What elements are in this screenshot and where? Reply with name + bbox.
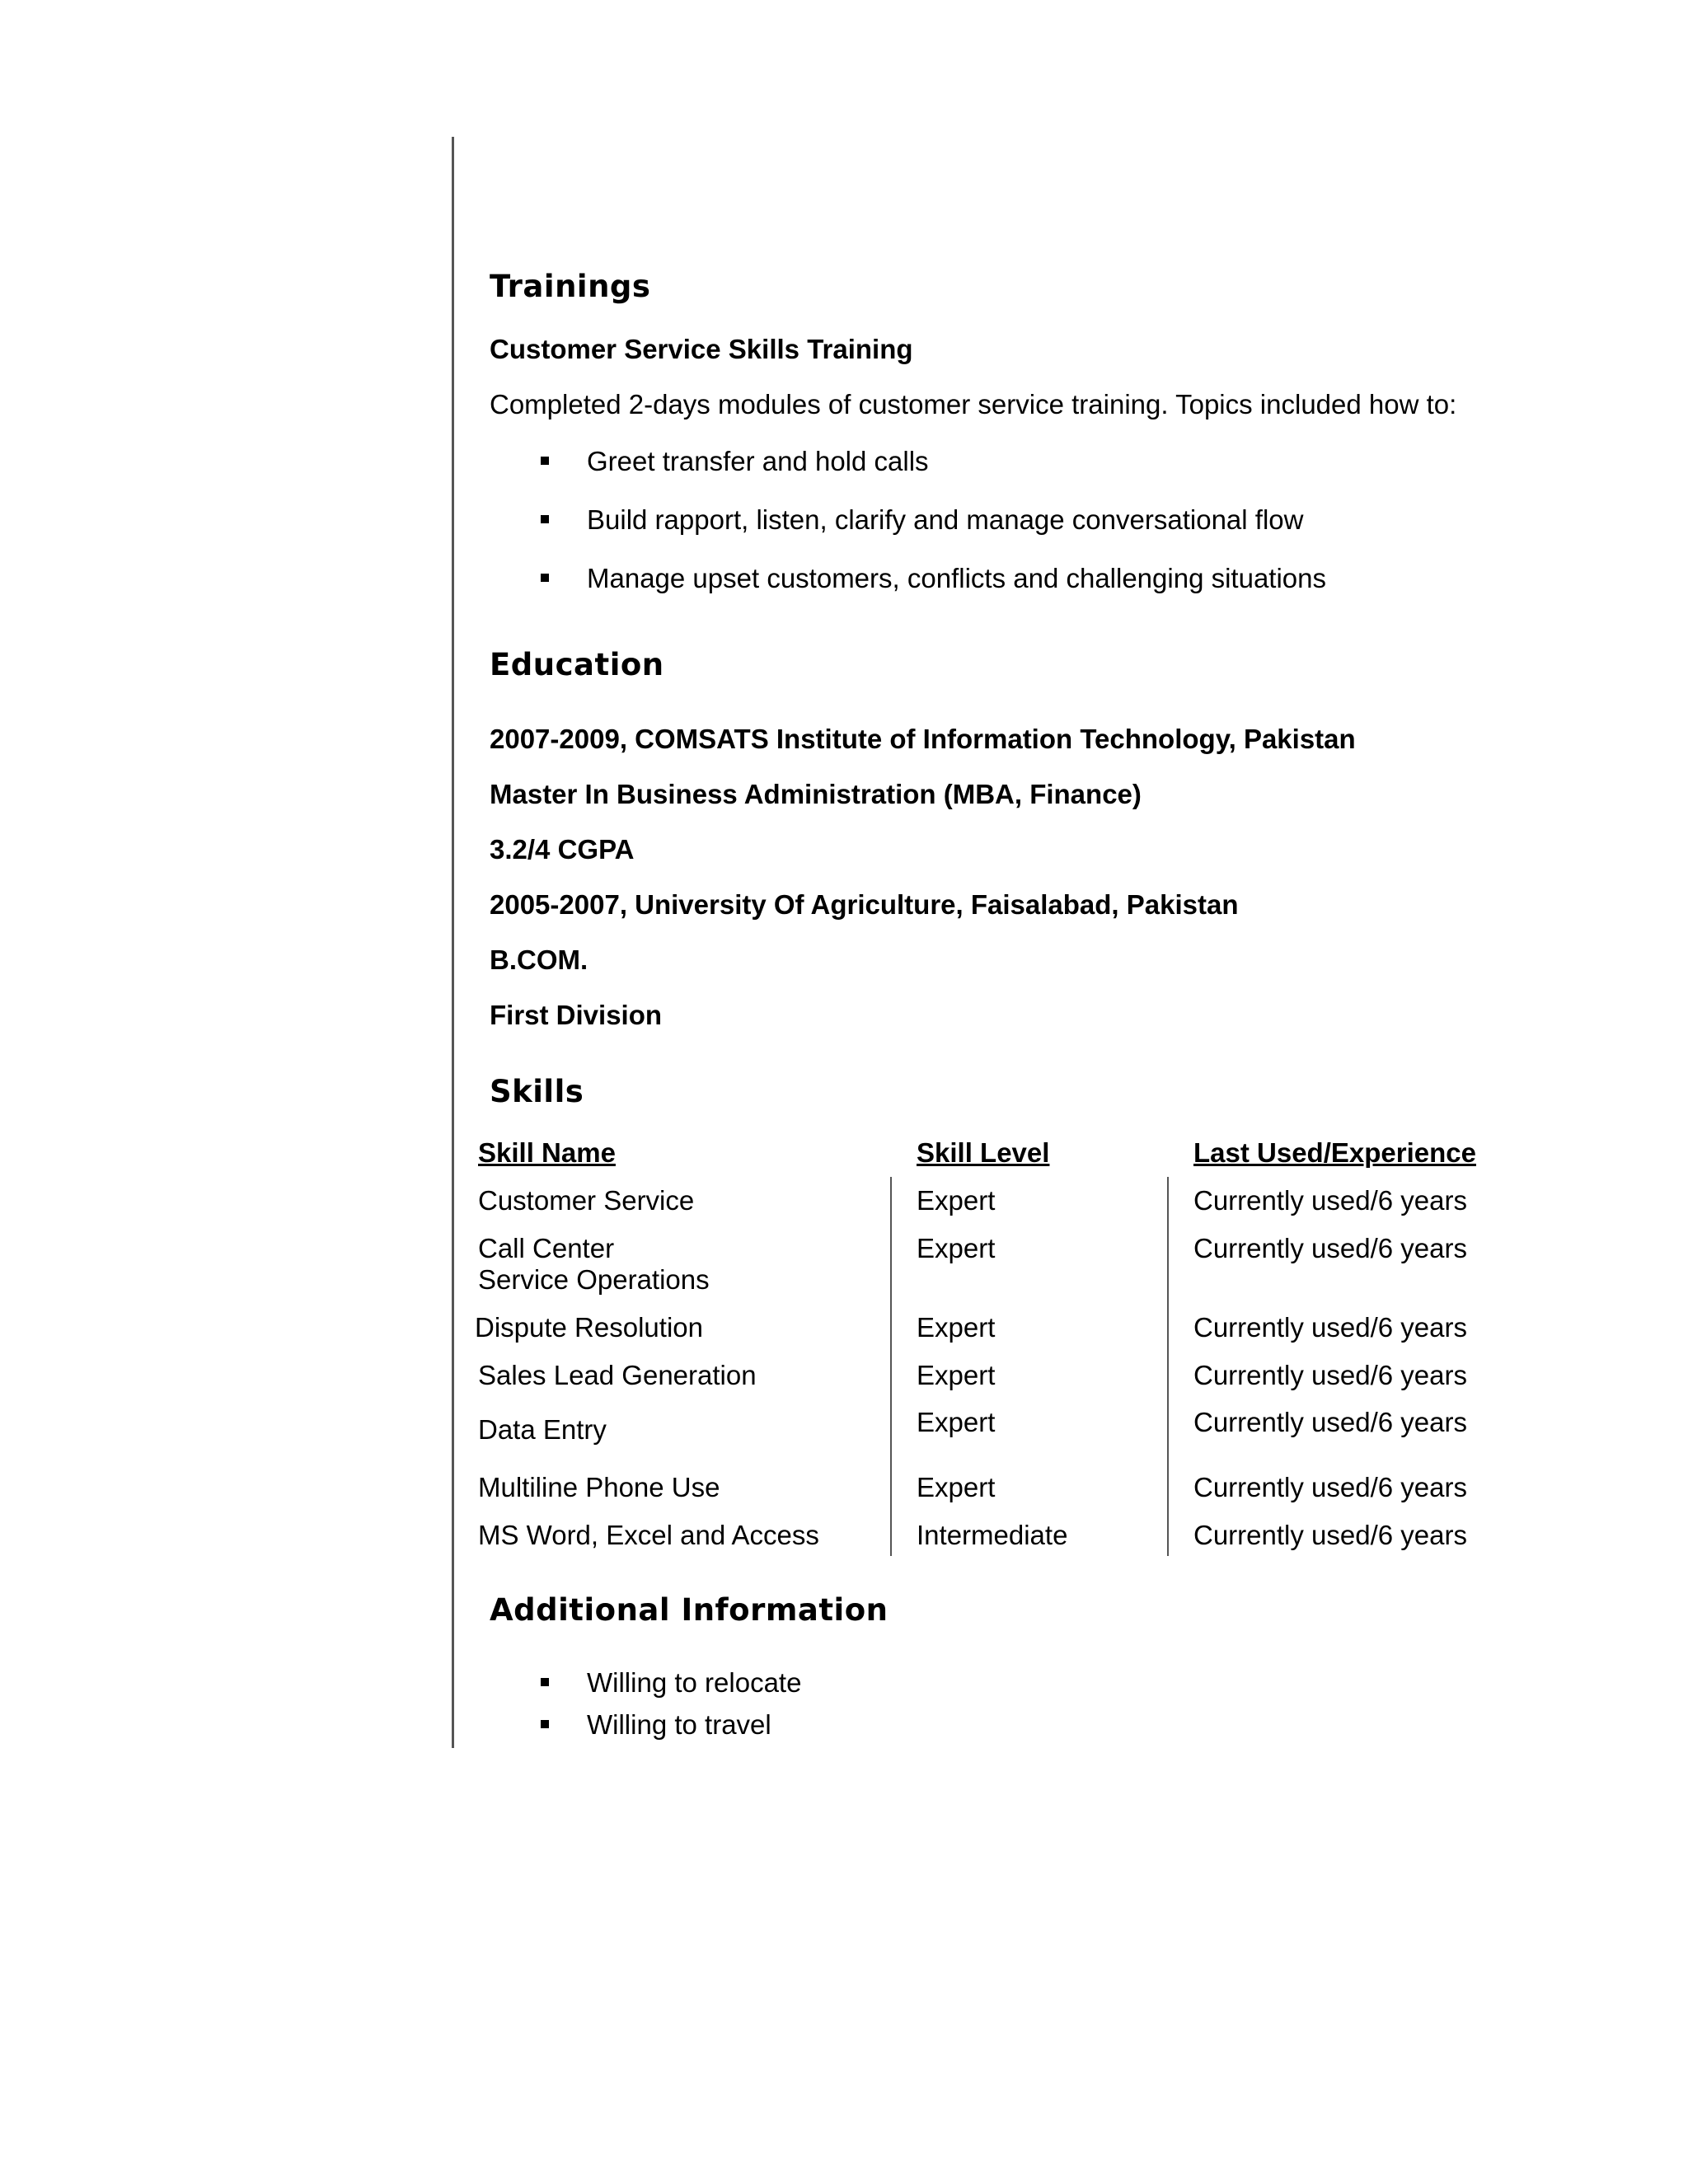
bullet-icon xyxy=(541,574,549,582)
skill-level: Expert xyxy=(917,1312,996,1343)
skills-column-header: Last Used/Experience xyxy=(1193,1137,1476,1168)
skill-level: Expert xyxy=(917,1472,996,1502)
skill-level: Expert xyxy=(917,1185,996,1216)
skill-level: Expert xyxy=(917,1233,996,1263)
training-intro: Completed 2-days modules of customer service training. Topics included how to: xyxy=(490,389,1457,419)
education-line: B.COM. xyxy=(490,944,588,975)
skill-name: Customer Service xyxy=(478,1185,695,1216)
skill-level: Expert xyxy=(917,1360,996,1390)
skills-column-header: Skill Level xyxy=(917,1137,1050,1168)
skills-column-divider xyxy=(1167,1177,1169,1556)
skill-experience: Currently used/6 years xyxy=(1193,1233,1467,1263)
education-line: First Division xyxy=(490,1000,663,1030)
education-line: 2007-2009, COMSATS Institute of Information Technology, Pakistan xyxy=(490,724,1356,754)
education-line: Master In Business Administration (MBA, Finance) xyxy=(490,779,1142,809)
education-heading: Education xyxy=(490,647,664,682)
skill-level: Intermediate xyxy=(917,1520,1068,1550)
skill-level: Expert xyxy=(917,1407,996,1437)
skill-name: MS Word, Excel and Access xyxy=(478,1520,819,1550)
training-item: Greet transfer and hold calls xyxy=(587,446,929,476)
trainings-heading: Trainings xyxy=(490,269,651,304)
left-vertical-rule xyxy=(452,137,454,1748)
skill-name: Multiline Phone Use xyxy=(478,1472,720,1502)
bullet-icon xyxy=(541,1720,549,1728)
training-title: Customer Service Skills Training xyxy=(490,334,913,364)
skill-name-line2: Service Operations xyxy=(478,1264,710,1295)
bullet-icon xyxy=(541,457,549,465)
skill-name: Call Center xyxy=(478,1233,615,1263)
skill-experience: Currently used/6 years xyxy=(1193,1360,1467,1390)
education-line: 3.2/4 CGPA xyxy=(490,834,635,865)
skill-experience: Currently used/6 years xyxy=(1193,1312,1467,1343)
additional-item: Willing to relocate xyxy=(587,1667,802,1698)
skills-column-header: Skill Name xyxy=(478,1137,616,1168)
skill-name: Dispute Resolution xyxy=(475,1312,703,1343)
skill-name: Data Entry xyxy=(478,1414,607,1445)
skill-experience: Currently used/6 years xyxy=(1193,1472,1467,1502)
additional-item: Willing to travel xyxy=(587,1709,771,1740)
skill-experience: Currently used/6 years xyxy=(1193,1520,1467,1550)
skill-name: Sales Lead Generation xyxy=(478,1360,757,1390)
education-line: 2005-2007, University Of Agriculture, Faisalabad, Pakistan xyxy=(490,889,1239,920)
skill-experience: Currently used/6 years xyxy=(1193,1185,1467,1216)
bullet-icon xyxy=(541,515,549,523)
training-item: Build rapport, listen, clarify and manage conversational flow xyxy=(587,504,1304,535)
bullet-icon xyxy=(541,1678,549,1686)
skills-heading: Skills xyxy=(490,1074,584,1109)
skill-experience: Currently used/6 years xyxy=(1193,1407,1467,1437)
skills-column-divider xyxy=(890,1177,892,1556)
additional-info-heading: Additional Information xyxy=(490,1592,889,1628)
training-item: Manage upset customers, conflicts and challenging situations xyxy=(587,563,1327,593)
